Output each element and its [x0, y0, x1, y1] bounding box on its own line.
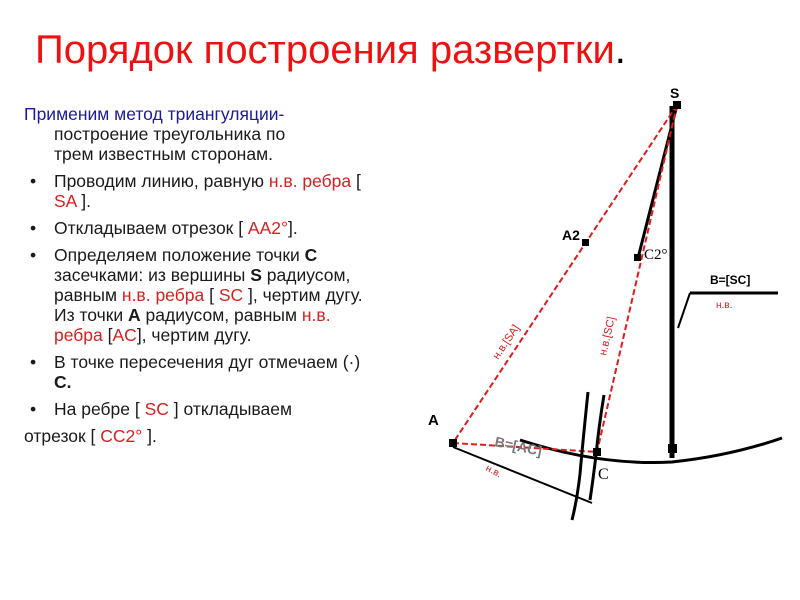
- step-1: • Проводим линию, равную н.в. ребра [ SA ].: [24, 171, 374, 211]
- point-c2: [634, 254, 641, 261]
- label-a: A: [428, 412, 439, 429]
- label-hv-bottom: н.в.: [483, 462, 504, 481]
- step-2: • Откладываем отрезок [ AA2°].: [24, 218, 374, 238]
- label-c2: C2°: [644, 247, 668, 263]
- point-c: [593, 448, 601, 456]
- point-a: [449, 439, 457, 447]
- label-a2: A2: [562, 227, 580, 243]
- label-hv-right: н.в.: [716, 300, 733, 311]
- step-4: • В точке пересечения дуг отмечаем (·) C.: [24, 352, 374, 392]
- arc-from-s: [590, 395, 604, 500]
- label-hv-sc: н.в.[SC]: [597, 315, 618, 357]
- step-5: • На ребре [ SC ] откладываем: [24, 399, 374, 419]
- label-s: S: [670, 85, 680, 101]
- edge-sa: [453, 105, 677, 443]
- text-body: [24, 104, 374, 446]
- label-hv-sa: н.в.[SA]: [490, 322, 523, 362]
- point-ground: [668, 444, 677, 453]
- step-3: • Определяем положение точки C засечками: из вершины S радиусом, равным н.в. ребра [ SC ], чертим дугу. Из точки A радиусом, равным н.в. ребра [AC], чертим дугу.: [24, 245, 374, 345]
- point-s: [673, 101, 681, 109]
- slide-title: Порядок построения развертки.: [35, 28, 626, 72]
- base-arc: [520, 438, 782, 463]
- ac-dimension-line: [453, 447, 592, 503]
- label-sc-box: B=[SC]: [710, 273, 751, 287]
- sc-leader-line: [678, 293, 690, 328]
- construction-diagram: [410, 70, 790, 540]
- step-5-continuation: отрезок [ CC2° ].: [24, 426, 157, 446]
- point-a2: [582, 239, 589, 246]
- steps-list: [24, 171, 374, 419]
- label-ac-box: B=[AC]: [493, 433, 544, 459]
- intro-text: Применим метод триангуляции- построение треугольника по трем известным сторонам.: [24, 104, 286, 164]
- label-c: C: [598, 466, 609, 483]
